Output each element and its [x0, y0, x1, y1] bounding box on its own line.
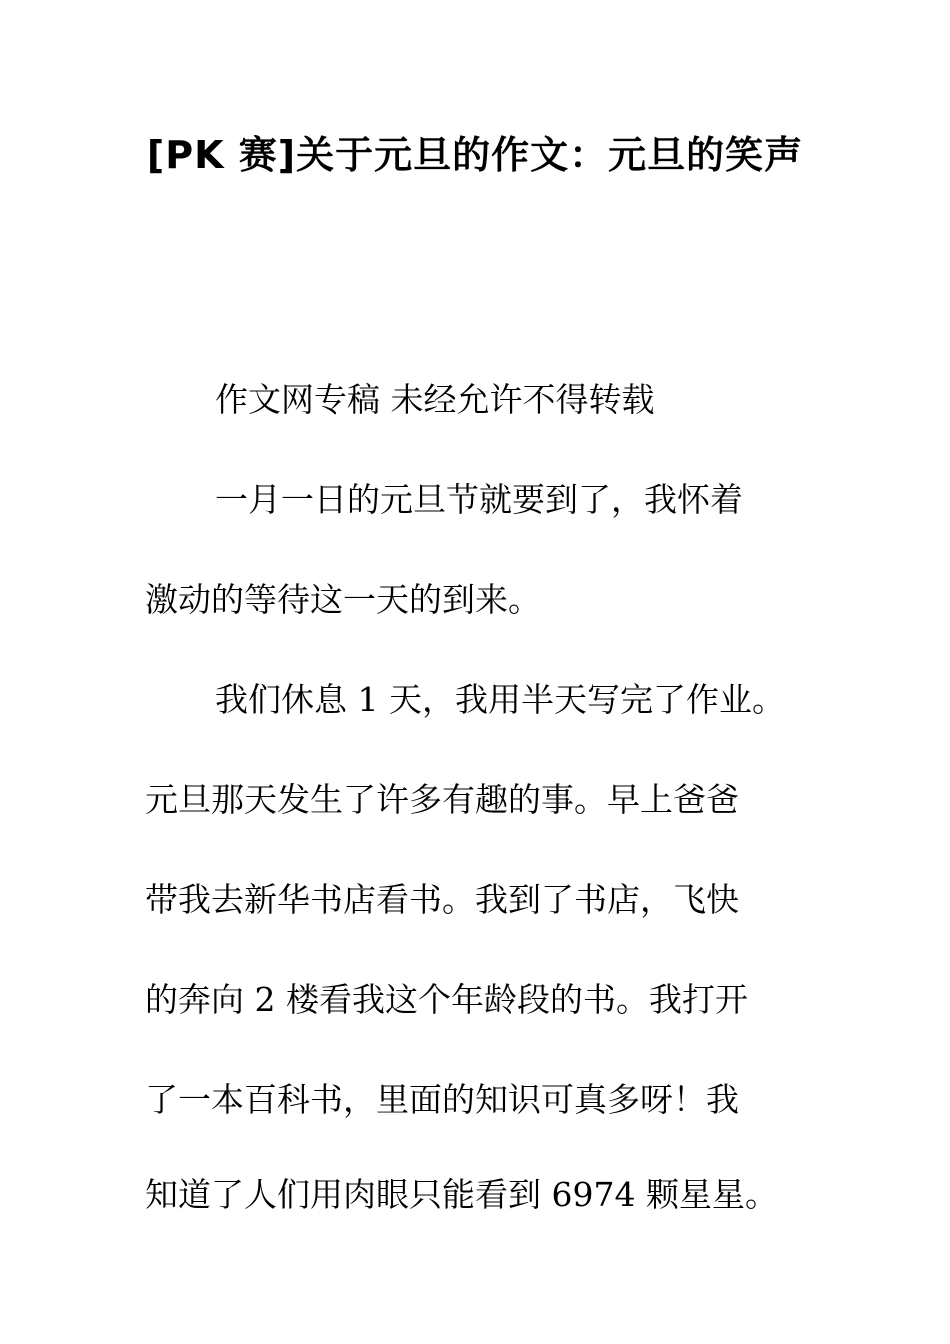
paragraph-line: 作文网专稿 未经允许不得转载 — [215, 380, 655, 419]
paragraph-line: 元旦那天发生了许多有趣的事。早上爸爸 — [145, 780, 739, 819]
paragraph-line: 一月一日的元旦节就要到了，我怀着 — [215, 480, 743, 519]
paragraph-line: 了一本百科书，里面的知识可真多呀！我 — [145, 1080, 739, 1119]
paragraph-line: 激动的等待这一天的到来。 — [145, 580, 541, 619]
document-title: [PK 赛]关于元旦的作文：元旦的笑声 — [146, 133, 804, 177]
paragraph-line: 我们休息 1 天，我用半天写完了作业。 — [215, 680, 785, 719]
paragraph-line: 带我去新华书店看书。我到了书店，飞快 — [145, 880, 739, 919]
paragraph-line: 知道了人们用肉眼只能看到 6974 颗星星。 — [145, 1175, 778, 1214]
paragraph-line: 的奔向 2 楼看我这个年龄段的书。我打开 — [145, 980, 748, 1019]
